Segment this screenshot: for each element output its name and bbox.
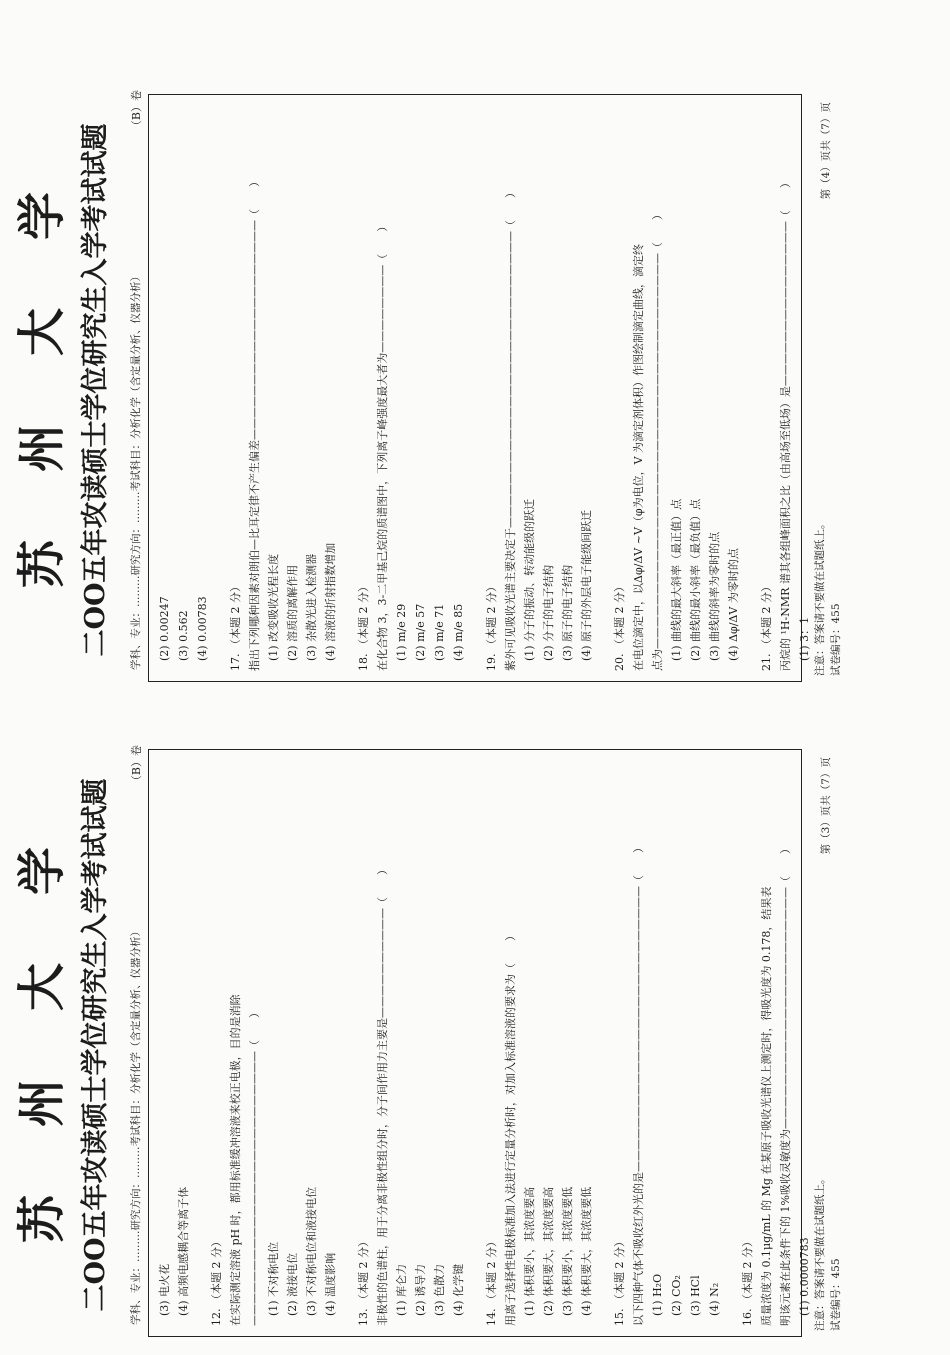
question-text: 丙烷的 ¹H-NMR 谱其各组峰面积之比（由高场至低场）是———————————————（ ） [779, 177, 792, 671]
paper-number: 试卷编号：455 [830, 603, 842, 676]
question-stem: 12. （本题 2 分） [210, 1236, 223, 1326]
answer-option: (2) 溶质的离解作用 [286, 564, 299, 661]
answer-option: (1) 体积要小，其浓度要高 [523, 1186, 536, 1316]
question [610, 103, 743, 671]
answer-option: (1) m/e 29 [395, 603, 408, 661]
paper-number: 试卷编号：455 [830, 1258, 842, 1331]
question [482, 103, 596, 671]
question-text: 指出下列哪种因素对朗伯—比耳定律不产生偏差————————————————————（ ） [248, 176, 261, 671]
answer-option: (3) 原子的电子结构 [561, 564, 574, 661]
answer-option: (4) 体积要大，其浓度要低 [580, 1186, 593, 1316]
answer-option: (3) m/e 71 [433, 603, 446, 661]
question [354, 758, 468, 1326]
answer-option: (1) H₂O [651, 1273, 664, 1316]
answer-option: (2) 曲线的最小斜率（最负值）点 [689, 498, 702, 661]
answer-option: (2) 体积要大，其浓度要高 [542, 1186, 555, 1316]
questions [155, 103, 814, 671]
question-stem: 16. （本题 2 分） [741, 1236, 754, 1326]
question-text: 用离子选择性电极标准加入法进行定量分析时，对加入标准溶液的要求为（ ） [504, 930, 517, 1326]
question-box [148, 94, 811, 682]
answer-note: 注意：答案请不要做在试题纸上。 [814, 518, 826, 676]
answer-option: (2) 0.00247 [158, 596, 171, 661]
question-stem: 17. （本题 2 分） [229, 581, 242, 671]
question-stem: 19. （本题 2 分） [485, 581, 498, 671]
answer-option: (3) 不对称电位和液接电位 [305, 1186, 318, 1316]
question-text: 在化合物 3，3-二甲基己烷的质谱图中，下列离子峰强度最大者为————————（ ） [376, 220, 389, 671]
question-stem: 21. （本题 2 分） [760, 581, 773, 671]
question-text: 在实际测定溶液 pH 时，都用标准缓冲溶液来校正电极，目的是消除 [229, 994, 242, 1326]
answer-option: (4) m/e 85 [452, 603, 465, 661]
exam-title: 二OO五年攻读硕士学位研究生入学考试试题 [80, 123, 111, 657]
question-text: 在电位滴定中，以Δφ/ΔV ~V（φ为电位，V 为滴定剂体积）作图绘制滴定曲线，滴定终 [632, 243, 645, 671]
exam-title: 二OO五年攻读硕士学位研究生入学考试试题 [80, 778, 111, 1312]
question-stem: 14. （本题 2 分） [485, 1236, 498, 1326]
question-text: 质量浓度为 0.1μg/mL 的 Mg 在某原子吸收光谱仪上测定时，得吸光度为 0.178，结果表 [760, 886, 773, 1326]
subject-text: 学科、专业：………研究方向：………考试科目：分析化学（含定量分析、仪器分析） [130, 271, 142, 670]
question-stem: 15. （本题 2 分） [613, 1236, 626, 1326]
answer-option: (2) CO₂ [670, 1275, 683, 1316]
question-stem: 20. （本题 2 分） [613, 581, 626, 671]
answer-option: (1) 3：1 [798, 616, 811, 661]
question [738, 758, 814, 1326]
answer-option: (1) 曲线的最大斜率（最正值）点 [670, 498, 683, 661]
page-number: 第（4）页共（7）页 [820, 102, 832, 200]
answer-option: (3) 杂散光进入检测器 [305, 553, 318, 661]
answer-option: (4) 高频电感耦合等离子体 [177, 1186, 190, 1316]
answer-option: (3) 体积要小，其浓度要低 [561, 1186, 574, 1316]
question [354, 103, 468, 671]
question [226, 103, 340, 671]
questions [155, 758, 814, 1326]
answer-option: (4) 原子的外层电子能级间跃迁 [580, 509, 593, 661]
question-text: 紫外可见吸收光谱主要决定于———————————————————————————（ ） [504, 187, 517, 671]
question-text: 明该元素在此条件下的 1%吸收灵敏度为——————————————————————（ ） [779, 843, 792, 1326]
question-box [148, 749, 811, 1337]
question-text: —————————————————————————（ ） [248, 1007, 261, 1326]
question-continuation [155, 103, 212, 671]
answer-option: (2) 液接电位 [286, 1252, 299, 1316]
subject-line [128, 745, 143, 1325]
question-stem: 13. （本题 2 分） [357, 1236, 370, 1326]
answer-option: (3) 0.562 [177, 610, 190, 661]
answer-option: (1) 不对称电位 [267, 1241, 280, 1316]
answer-option: (3) 曲线的斜率为零时的点 [708, 531, 721, 661]
answer-option: (4) Δφ/ΔV 为零时的点 [727, 548, 740, 661]
question [207, 758, 340, 1326]
exam-page-3 [0, 735, 950, 1355]
answer-option: (2) 诱导力 [414, 1263, 427, 1316]
question-text: 点为————————————————————————————————————（ ） [651, 209, 664, 671]
footer-notes [812, 1174, 844, 1332]
answer-option: (3) 电火花 [158, 1263, 171, 1316]
answer-option: (1) 库仑力 [395, 1263, 408, 1316]
subject-text: 学科、专业：………研究方向：………考试科目：分析化学（含定量分析、仪器分析） [130, 926, 142, 1325]
answer-option: (2) 分子的电子结构 [542, 564, 555, 661]
answer-option: (4) 温度影响 [324, 1252, 337, 1316]
university-name: 苏州大学 [14, 124, 70, 589]
question-text: 以下四种气体不吸收红外光的是——————————————————————————（ ） [632, 842, 645, 1326]
answer-option: (4) 0.00783 [196, 596, 209, 661]
question [757, 103, 814, 671]
answer-option: (1) 0.0000783 [798, 1237, 811, 1316]
answer-note: 注意：答案请不要做在试题纸上。 [814, 1173, 826, 1331]
subject-line [128, 90, 143, 670]
question-continuation [155, 758, 193, 1326]
exam-page-4 [0, 80, 950, 700]
answer-option: (1) 分子的振动、转动能级的跃迁 [523, 498, 536, 661]
answer-option: (3) 色散力 [433, 1263, 446, 1316]
footer-notes [812, 519, 844, 677]
university-name: 苏州大学 [14, 779, 70, 1244]
answer-option: (4) 溶液的折射指数增加 [324, 542, 337, 661]
answer-option: (4) 化学键 [452, 1263, 465, 1316]
question [610, 758, 724, 1326]
answer-option: (4) N₂ [708, 1282, 721, 1316]
question-stem: 18. （本题 2 分） [357, 581, 370, 671]
page-number: 第（3）页共（7）页 [820, 757, 832, 855]
answer-option: (3) HCl [689, 1275, 702, 1316]
answer-option: (2) m/e 57 [414, 603, 427, 661]
question-text: 非极性的色谱柱，用于分离非极性组分时，分子间作用力主要是——————————（ ） [376, 864, 389, 1326]
paper-tag: （B）卷 [130, 745, 143, 787]
answer-option: (1) 改变吸收光程长度 [267, 553, 280, 661]
question [482, 758, 596, 1326]
paper-tag: （B）卷 [130, 90, 143, 132]
